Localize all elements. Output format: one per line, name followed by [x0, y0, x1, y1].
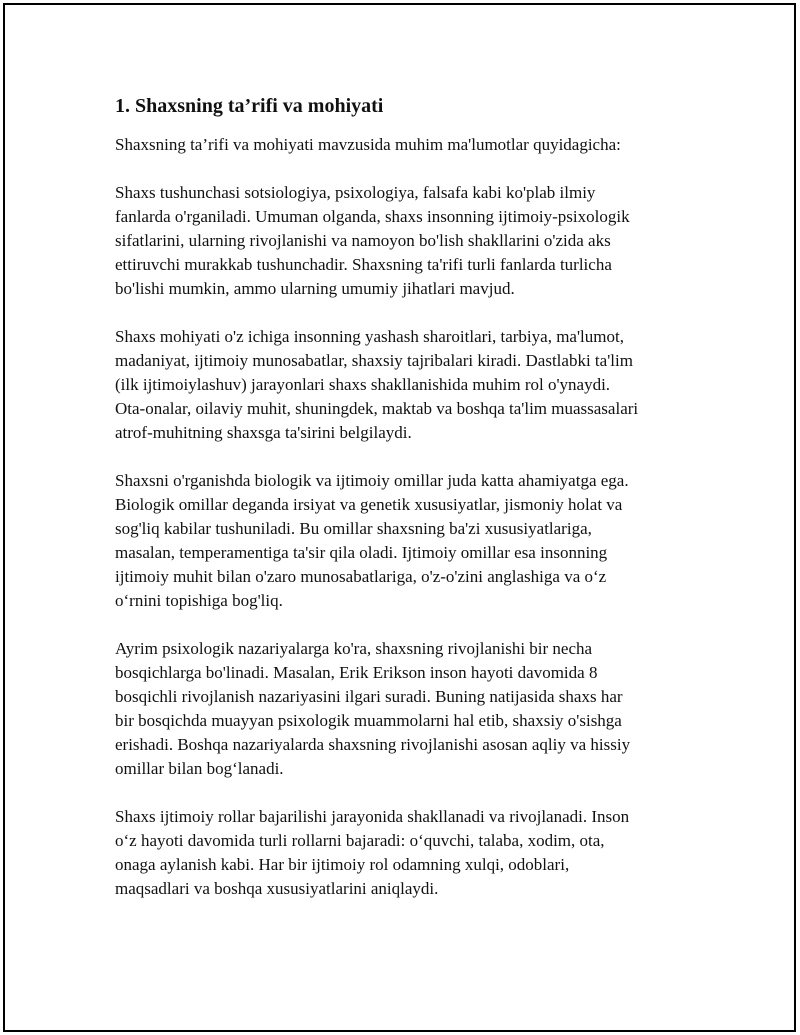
paragraph: [115, 325, 700, 445]
paragraph-line: madaniyat, ijtimoiy munosabatlar, shaxsiy tajribalari kiradi. Dastlabki ta'lim: [115, 351, 633, 370]
paragraph: [115, 805, 700, 901]
paragraph-line: Shaxs ijtimoiy rollar bajarilishi jarayonida shakllanadi va rivojlanadi. Inson: [115, 807, 630, 826]
paragraph-line: Ayrim psixologik nazariyalarga ko'ra, shaxsning rivojlanishi bir necha: [115, 639, 593, 658]
paragraph: [115, 469, 700, 613]
paragraph: [115, 637, 700, 781]
paragraph-line: fanlarda o'rganiladi. Umuman olganda, shaxs insonning ijtimoiy-psixologik: [115, 207, 630, 226]
paragraph-line: erishadi. Boshqa nazariyalarda shaxsning rivojlanishi asosan aqliy va hissiy: [115, 735, 631, 754]
paragraph-line: (ilk ijtimoiylashuv) jarayonlari shaxs shakllanishida muhim rol o'ynaydi.: [115, 375, 611, 394]
paragraph-line: ijtimoiy muhit bilan o'zaro munosabatlariga, o'z-o'zini anglashiga va o‘z: [115, 567, 607, 586]
paragraph-line: o‘rnini topishiga bog'liq.: [115, 591, 283, 610]
paragraph-line: Shaxsning ta’rifi va mohiyati mavzusida muhim ma'lumotlar quyidagicha:: [115, 135, 621, 154]
paragraph-line: onaga aylanish kabi. Har bir ijtimoiy rol odamning xulqi, odoblari,: [115, 855, 570, 874]
paragraph-list: [115, 133, 700, 901]
paragraph-line: maqsadlari va boshqa xususiyatlarini aniqlaydi.: [115, 879, 439, 898]
paragraph-line: masalan, temperamentiga ta'sir qila oladi. Ijtimoiy omillar esa insonning: [115, 543, 608, 562]
paragraph-line: bosqichlarga bo'linadi. Masalan, Erik Erikson inson hayoti davomida 8: [115, 663, 598, 682]
paragraph-line: ettiruvchi murakkab tushunchadir. Shaxsning ta'rifi turli fanlarda turlicha: [115, 255, 612, 274]
paragraph-line: Biologik omillar deganda irsiyat va genetik xususiyatlar, jismoniy holat va: [115, 495, 623, 514]
paragraph-line: Shaxs mohiyati o'z ichiga insonning yashash sharoitlari, tarbiya, ma'lumot,: [115, 327, 624, 346]
paragraph-line: sifatlarini, ularning rivojlanishi va namoyon bo'lish shakllarini o'zida aks: [115, 231, 611, 250]
document-body: [115, 93, 700, 925]
paragraph-line: sog'liq kabilar tushuniladi. Bu omillar shaxsning ba'zi xususiyatlariga,: [115, 519, 592, 538]
paragraph: [115, 181, 700, 301]
paragraph-line: Shaxsni o'rganishda biologik va ijtimoiy omillar juda katta ahamiyatga ega.: [115, 471, 629, 490]
paragraph-line: omillar bilan bog‘lanadi.: [115, 759, 284, 778]
paragraph-line: atrof-muhitning shaxsga ta'sirini belgilaydi.: [115, 423, 412, 442]
paragraph: [115, 133, 700, 157]
paragraph-line: o‘z hayoti davomida turli rollarni bajaradi: o‘quvchi, talaba, xodim, ota,: [115, 831, 605, 850]
paragraph-line: bosqichli rivojlanish nazariyasini ilgari suradi. Buning natijasida shaxs har: [115, 687, 623, 706]
paragraph-line: Shaxs tushunchasi sotsiologiya, psixologiya, falsafa kabi ko'plab ilmiy: [115, 183, 596, 202]
section-heading: 1. Shaxsning ta’rifi va mohiyati: [115, 95, 384, 117]
paragraph-line: Ota-onalar, oilaviy muhit, shuningdek, maktab va boshqa ta'lim muassasalari: [115, 399, 639, 418]
paragraph-line: bir bosqichda muayyan psixologik muammolarni hal etib, shaxsiy o'sishga: [115, 711, 622, 730]
paragraph-line: bo'lishi mumkin, ammo ularning umumiy jihatlari mavjud.: [115, 279, 515, 298]
